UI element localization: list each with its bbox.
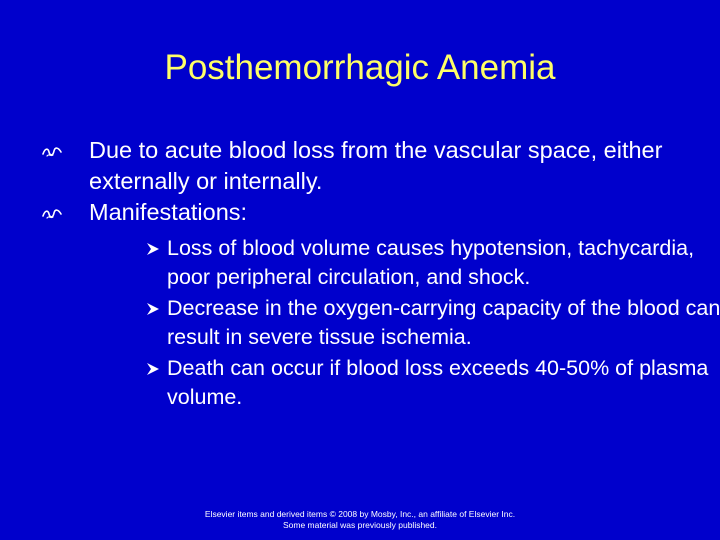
sub-bullet-text: Loss of blood volume causes hypotension, tachycardia, poor peripheral circulation, and shock. [167, 236, 695, 289]
bullet-item [42, 135, 702, 197]
sub-bullet-text: Death can occur if blood loss exceeds 40-50% of plasma volume. [167, 356, 709, 409]
bullet-glyph-icon [42, 208, 62, 220]
bullet-text: Manifestations: [89, 199, 248, 225]
footer-line: Some material was previously published. [282, 520, 438, 530]
sub-bullet-item [89, 294, 720, 352]
slide-title: Posthemorrhagic Anemia [164, 48, 556, 87]
arrowhead-icon [146, 362, 160, 376]
sub-bullet-list [89, 234, 720, 412]
arrowhead-icon [146, 242, 160, 256]
arrowhead-icon [146, 302, 160, 316]
sub-bullet-text: Decrease in the oxygen-carrying capacity of the blood can result in severe tissue ischemia. [167, 296, 720, 349]
bullet-glyph-icon [42, 146, 62, 158]
sub-bullet-item [89, 234, 720, 292]
bullet-item [42, 197, 720, 412]
bullet-text: Due to acute blood loss from the vascular space, either externally or internally. [89, 137, 663, 194]
footer-line: Elsevier items and derived items © 2008 by Mosby, Inc., an affiliate of Elsevier Inc. [204, 509, 516, 519]
sub-bullet-item [89, 354, 720, 412]
copyright-footer [0, 509, 720, 531]
bullet-list [42, 135, 720, 414]
